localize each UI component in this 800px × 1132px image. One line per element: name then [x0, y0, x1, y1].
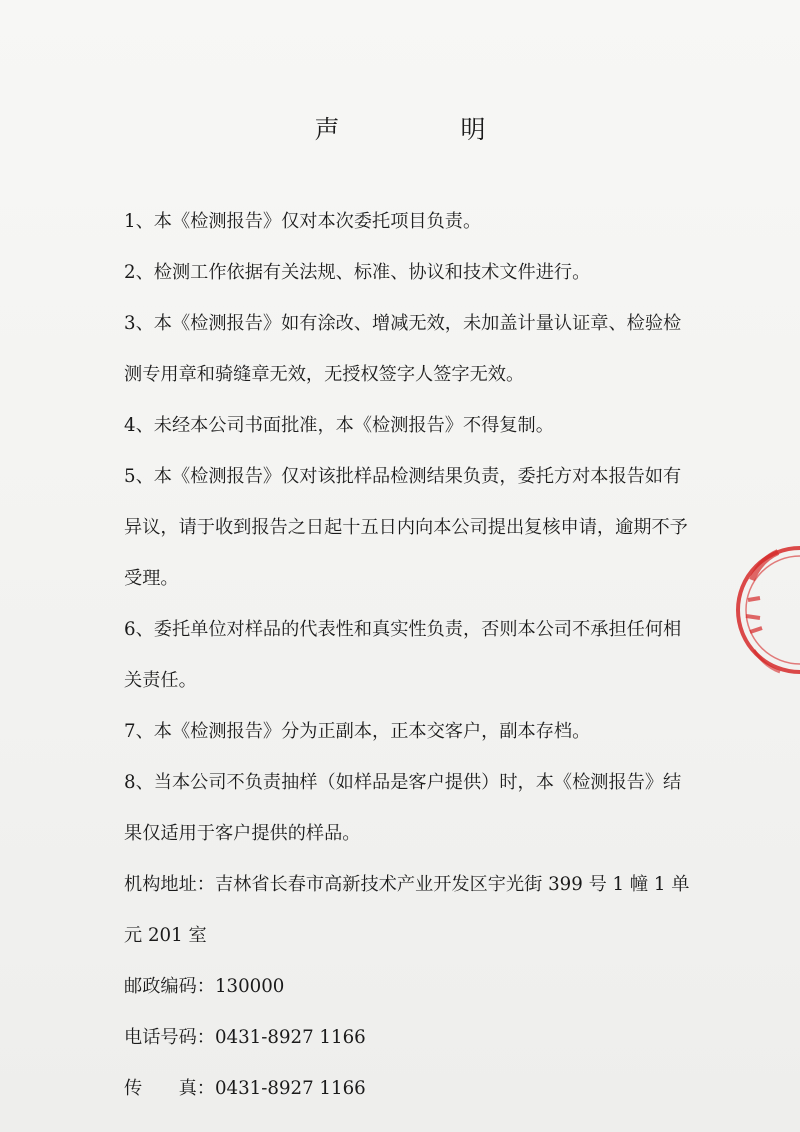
page-title: 声 明 [314, 115, 534, 144]
contact-address: 机构地址：吉林省长春市高新技术产业开发区宇光街 399 号 1 幢 1 单元 201 室 [124, 874, 690, 946]
statement-item-1: 1、本《检测报告》仅对本次委托项目负责。 [124, 211, 482, 232]
contact-postcode: 邮政编码：130000 [124, 976, 285, 997]
statement-item-4: 4、未经本公司书面批准，本《检测报告》不得复制。 [124, 415, 554, 436]
statement-item-3: 3、本《检测报告》如有涂改、增减无效，未加盖计量认证章、检验检测专用章和骑缝章无效，无授权签字人签字无效。 [124, 313, 682, 385]
statement-item-7: 7、本《检测报告》分为正副本，正本交客户，副本存档。 [124, 721, 591, 742]
statement-body [124, 196, 699, 1114]
contact-fax: 传 真：0431-8927 1166 [124, 1078, 366, 1099]
red-seal-stamp [730, 520, 800, 700]
statement-item-6: 6、委托单位对样品的代表性和真实性负责，否则本公司不承担任何相关责任。 [124, 619, 682, 691]
contact-phone: 电话号码：0431-8927 1166 [124, 1027, 366, 1048]
statement-item-2: 2、检测工作依据有关法规、标准、协议和技术文件进行。 [124, 262, 591, 283]
statement-item-5: 5、本《检测报告》仅对该批样品检测结果负责，委托方对本报告如有异议，请于收到报告之日起十五日内向本公司提出复核申请，逾期不予受理。 [124, 466, 688, 589]
statement-item-8: 8、当本公司不负责抽样（如样品是客户提供）时，本《检测报告》结果仅适用于客户提供的样品。 [124, 772, 682, 844]
